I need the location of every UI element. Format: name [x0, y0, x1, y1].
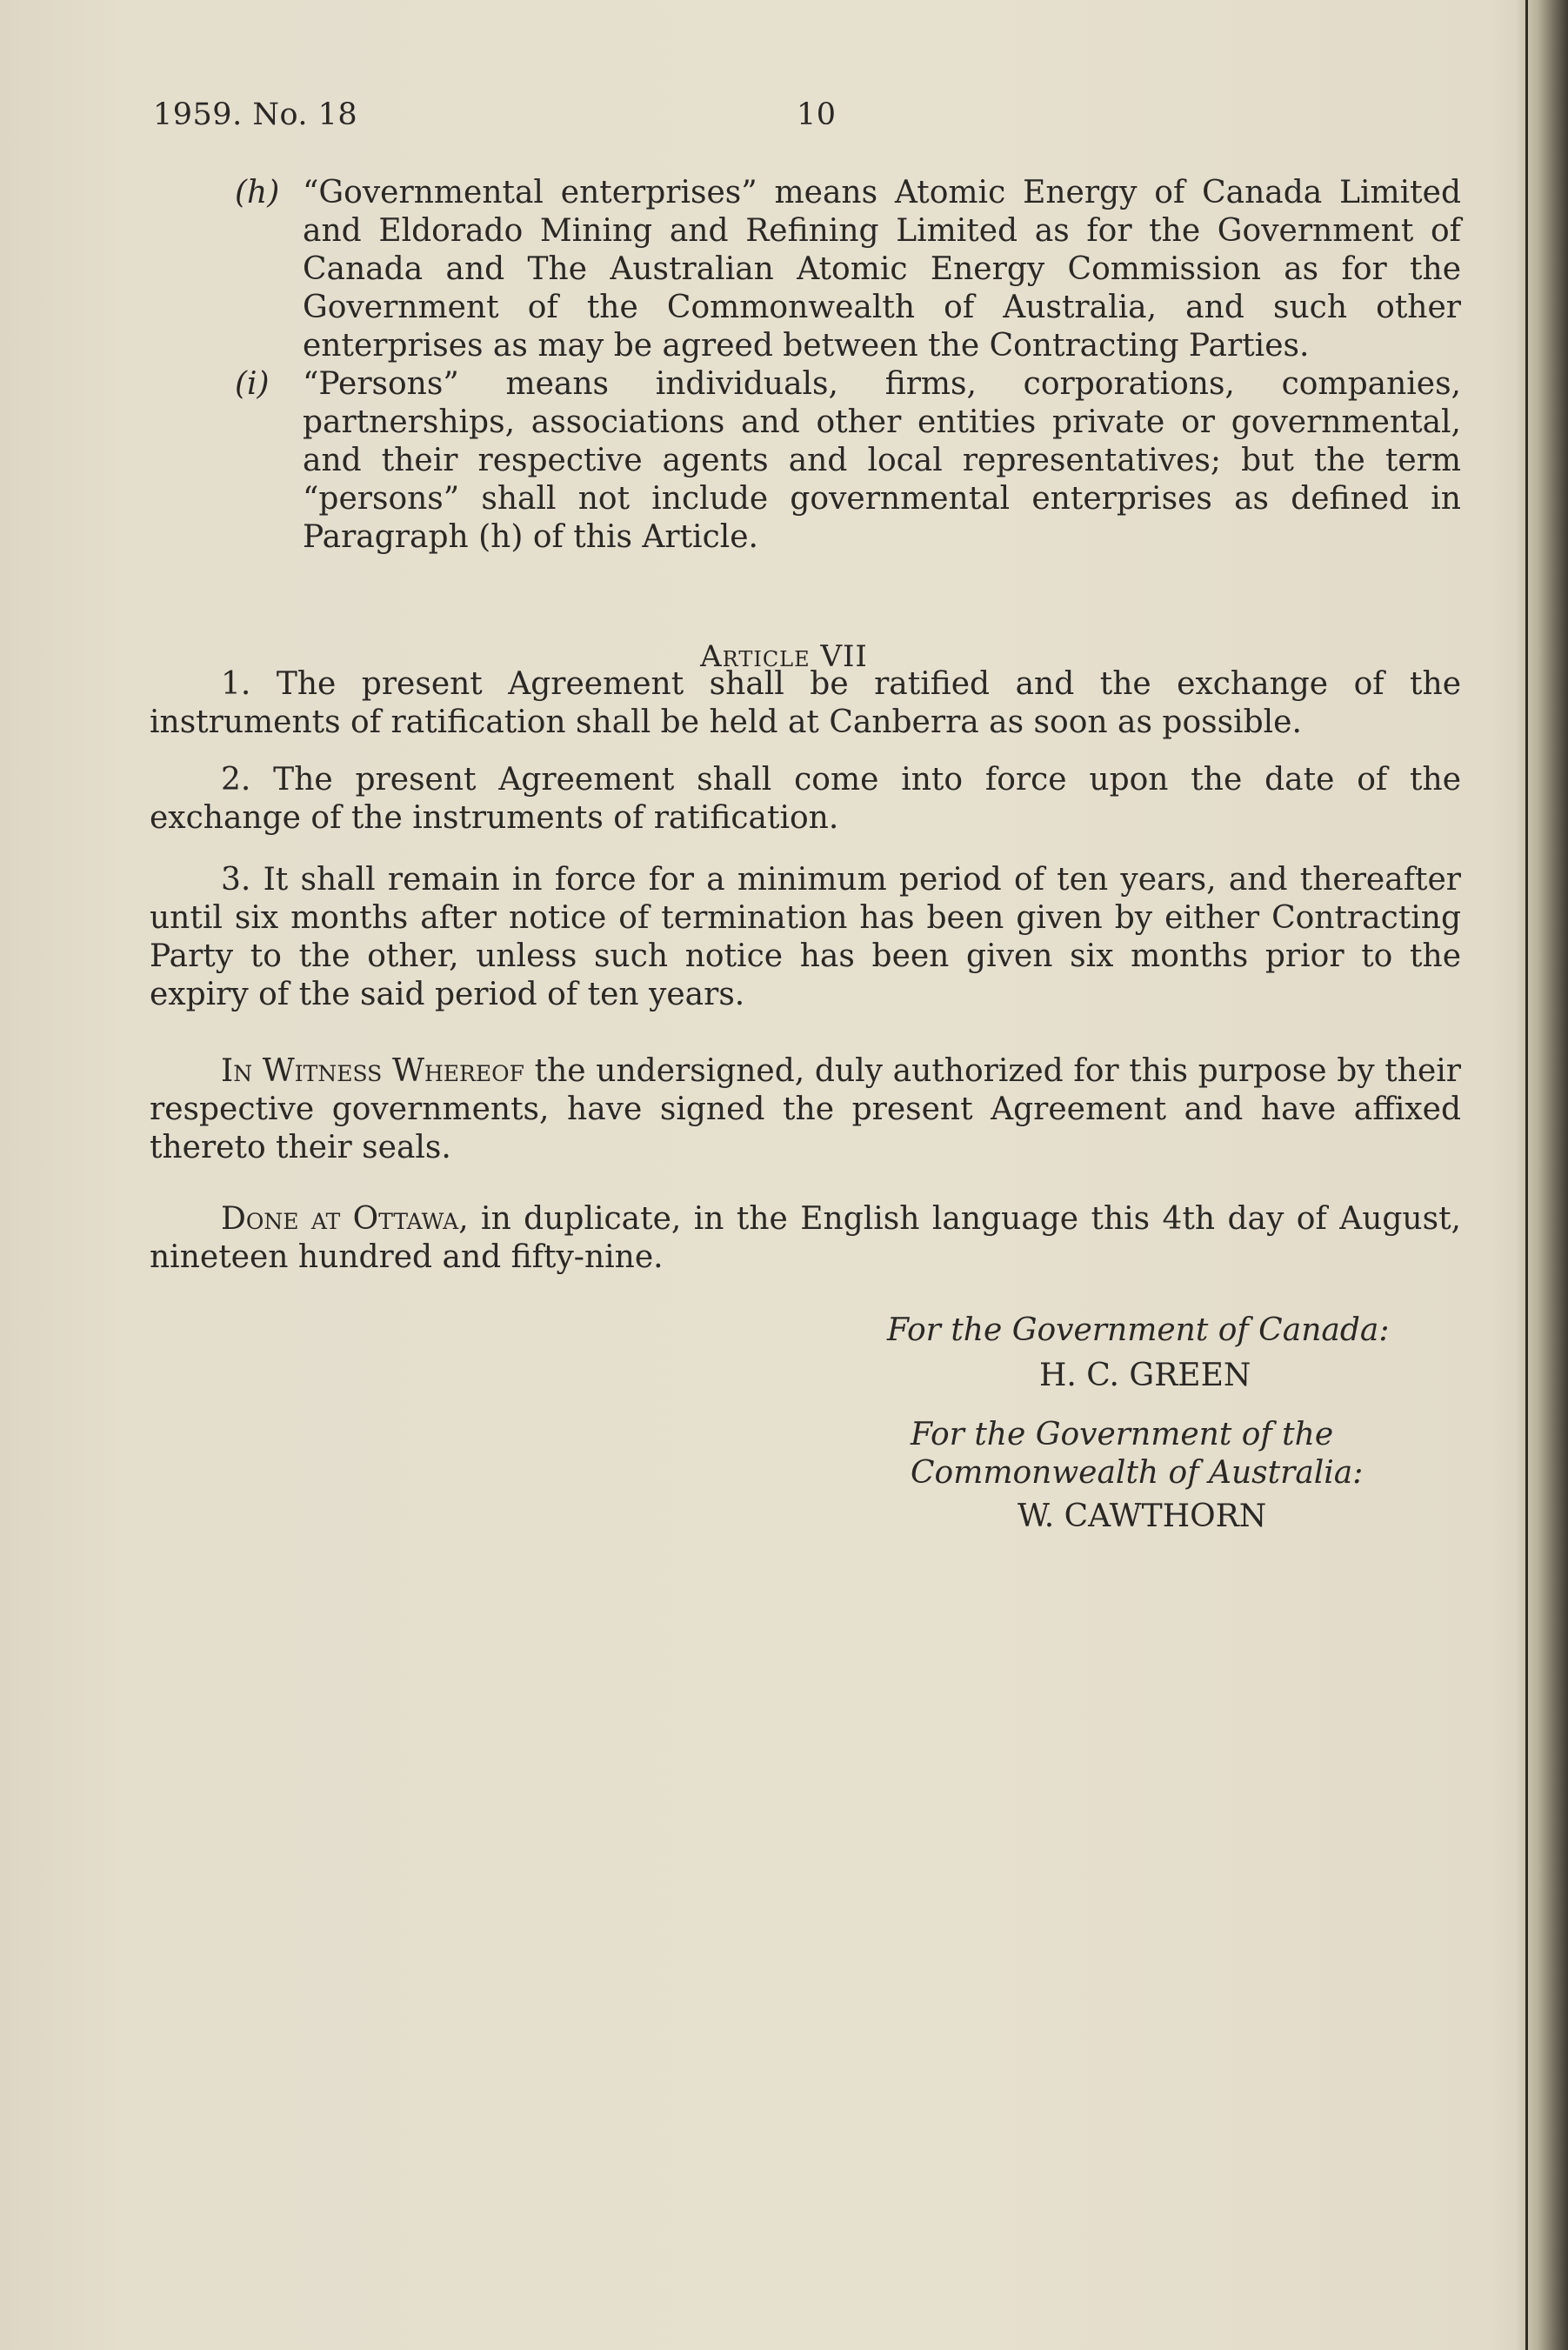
definition-label: (h) [235, 175, 280, 210]
definition-i [150, 365, 1461, 557]
signature-for-canada: For the Government of Canada: [887, 1312, 1390, 1348]
done-text: in duplicate, in the English language this 4th day of August, nineteen hundred and fifty-nine. [150, 1201, 1461, 1275]
paragraph-2: 2. The present Agreement shall come into force upon the date of the exchange of the instruments of ratification. [150, 762, 1461, 836]
page-edge-line [1525, 0, 1528, 2350]
signatory-name-canada: H. C. GREEN [1039, 1358, 1251, 1393]
definition-text: “Persons” means individuals, firms, corporations, companies, partnerships, associations and other entities private or governmental, and their respective agents and local representatives; but the term “persons” shall not include governmental enterprises as defined in Paragraph (h) of this Article. [303, 366, 1461, 555]
definition-label: (i) [235, 366, 270, 402]
definition-h [150, 174, 1461, 365]
witness-lead: In Witness Whereof [221, 1053, 524, 1089]
witness-text: the undersigned, duly authorized for this purpose by their respective governments, have signed the present Agreement and have affixed thereto their seals. [150, 1053, 1461, 1165]
paragraph-3: 3. It shall remain in force for a minimum period of ten years, and thereafter until six months after notice of termination has been given by either Contracting Party to the other, unless such notice has been given six months prior to the expiry of the said period of ten years. [150, 862, 1461, 1012]
paragraph-1: 1. The present Agreement shall be ratified and the exchange of the instruments of ratification shall be held at Canberra as soon as possible. [150, 666, 1461, 740]
article-heading: Article VII [700, 639, 868, 674]
witness-clause [150, 1052, 1461, 1167]
done-clause [150, 1200, 1461, 1277]
signature-for-australia-line-2: Commonwealth of Australia: [911, 1455, 1364, 1491]
definition-text: “Governmental enterprises” means Atomic Energy of Canada Limited and Eldorado Mining and Refining Limited as for the Government of Canada and The Australian Atomic Energy Commission as for the Government of the Commonwealth of Australia, and such other enterprises as may be agreed between the Contracting Parties. [303, 175, 1461, 364]
signature-for-australia-line-1: For the Government of the [911, 1417, 1334, 1452]
page-number: 10 [797, 97, 837, 132]
signatory-name-australia: W. CAWTHORN [1018, 1499, 1267, 1534]
year-number: 1959. No. 18 [153, 97, 358, 132]
done-lead: Done at Ottawa, [221, 1201, 469, 1237]
